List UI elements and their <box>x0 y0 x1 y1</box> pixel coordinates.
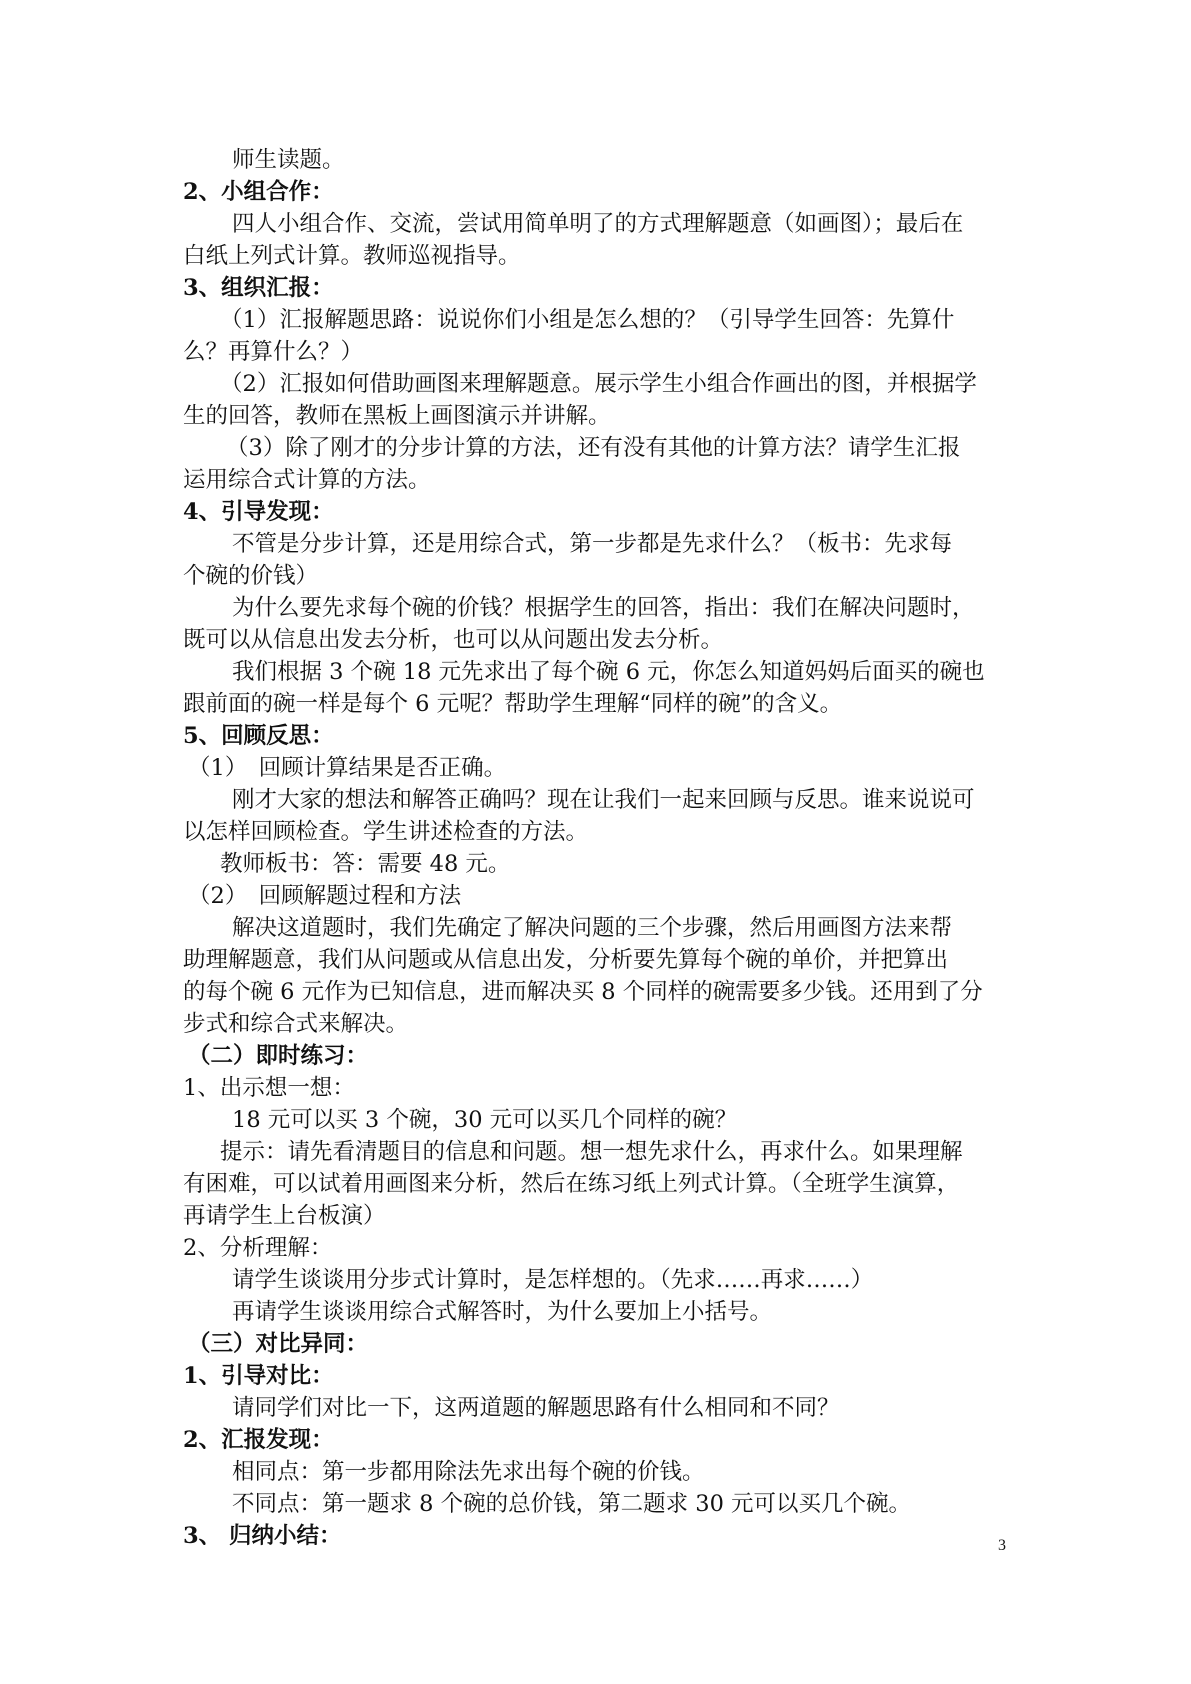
paragraph-line: 的每个碗 6 元作为已知信息，进而解决买 8 个同样的碗需要多少钱。还用到了分 <box>183 979 983 1005</box>
paragraph-line: 再请学生上台板演） <box>183 1203 386 1229</box>
paragraph-line: 刚才大家的想法和解答正确吗？现在让我们一起来回顾与反思。谁来说说可 <box>232 787 975 813</box>
paragraph-line: 18 元可以买 3 个碗，30 元可以买几个同样的碗？ <box>232 1107 738 1133</box>
section-heading: 3、 归纳小结： <box>183 1523 342 1549</box>
paragraph-line: （3）除了刚才的分步计算的方法，还有没有其他的计算方法？请学生汇报 <box>226 435 961 461</box>
paragraph-line: 解决这道题时，我们先确定了解决问题的三个步骤，然后用画图方法来帮 <box>232 915 953 941</box>
page-number: 3 <box>998 1537 1006 1554</box>
paragraph-line: 不同点：第一题求 8 个碗的总价钱，第二题求 30 元可以买几个碗。 <box>232 1491 912 1517</box>
section-heading: 1、引导对比： <box>183 1363 334 1389</box>
paragraph-line: 四人小组合作、交流，尝试用简单明了的方式理解题意（如画图）；最后在 <box>232 211 964 237</box>
paragraph-line: 既可以从信息出发去分析，也可以从问题出发去分析。 <box>183 627 724 653</box>
paragraph-line: 请学生谈谈用分步式计算时，是怎样想的。（先求……再求……） <box>232 1267 874 1293</box>
paragraph-line: 请同学们对比一下，这两道题的解题思路有什么相同和不同？ <box>232 1395 840 1421</box>
paragraph-line: 个碗的价钱） <box>183 563 319 589</box>
paragraph-line: （1）汇报解题思路：说说你们小组是怎么想的？（引导学生回答：先算什 <box>220 307 955 333</box>
paragraph-line: （2） 回顾解题过程和方法 <box>188 883 462 909</box>
paragraph-line: 生的回答，教师在黑板上画图演示并讲解。 <box>183 403 611 429</box>
paragraph-line: 运用综合式计算的方法。 <box>183 467 431 493</box>
paragraph-line: 师生读题。 <box>232 147 345 173</box>
paragraph-line: 有困难，可以试着用画图来分析，然后在练习纸上列式计算。（全班学生演算， <box>183 1171 960 1197</box>
paragraph-line: 不管是分步计算，还是用综合式，第一步都是先求什么？（板书：先求每 <box>232 531 953 557</box>
section-heading: 2、小组合作： <box>183 179 334 205</box>
paragraph-line: 以怎样回顾检查。学生讲述检查的方法。 <box>183 819 589 845</box>
paragraph-line: 相同点：第一步都用除法先求出每个碗的价钱。 <box>232 1459 705 1485</box>
paragraph-line: 再请学生谈谈用综合式解答时，为什么要加上小括号。 <box>232 1299 773 1325</box>
section-heading: （三）对比异同： <box>188 1331 369 1357</box>
paragraph-line: （1） 回顾计算结果是否正确。 <box>188 755 507 781</box>
paragraph-line: 我们根据 3 个碗 18 元先求出了每个碗 6 元，你怎么知道妈妈后面买的碗也 <box>232 659 985 685</box>
paragraph-line: 跟前面的碗一样是每个 6 元呢？帮助学生理解“同样的碗”的含义。 <box>183 691 843 717</box>
paragraph-line: 教师板书：答：需要 48 元。 <box>220 851 511 877</box>
section-heading: 3、组织汇报： <box>183 275 334 301</box>
paragraph-line: 为什么要先求每个碗的价钱？根据学生的回答，指出：我们在解决问题时， <box>232 595 975 621</box>
paragraph-line: 助理解题意，我们从问题或从信息出发，分析要先算每个碗的单价，并把算出 <box>183 947 949 973</box>
section-heading: （二）即时练习： <box>188 1043 369 1069</box>
paragraph-line: 白纸上列式计算。教师巡视指导。 <box>183 243 521 269</box>
paragraph-line: 2、分析理解： <box>183 1235 333 1261</box>
paragraph-line: 提示：请先看清题目的信息和问题。想一想先求什么，再求什么。如果理解 <box>220 1139 963 1165</box>
section-heading: 5、回顾反思： <box>183 723 334 749</box>
section-heading: 4、引导发现： <box>183 499 334 525</box>
paragraph-line: 1、出示想一想： <box>183 1075 355 1101</box>
section-heading: 2、汇报发现： <box>183 1427 334 1453</box>
paragraph-line: 步式和综合式来解决。 <box>183 1011 409 1037</box>
paragraph-line: （2）汇报如何借助画图来理解题意。展示学生小组合作画出的图，并根据学 <box>220 371 977 397</box>
paragraph-line: 么？再算什么？） <box>183 339 364 365</box>
